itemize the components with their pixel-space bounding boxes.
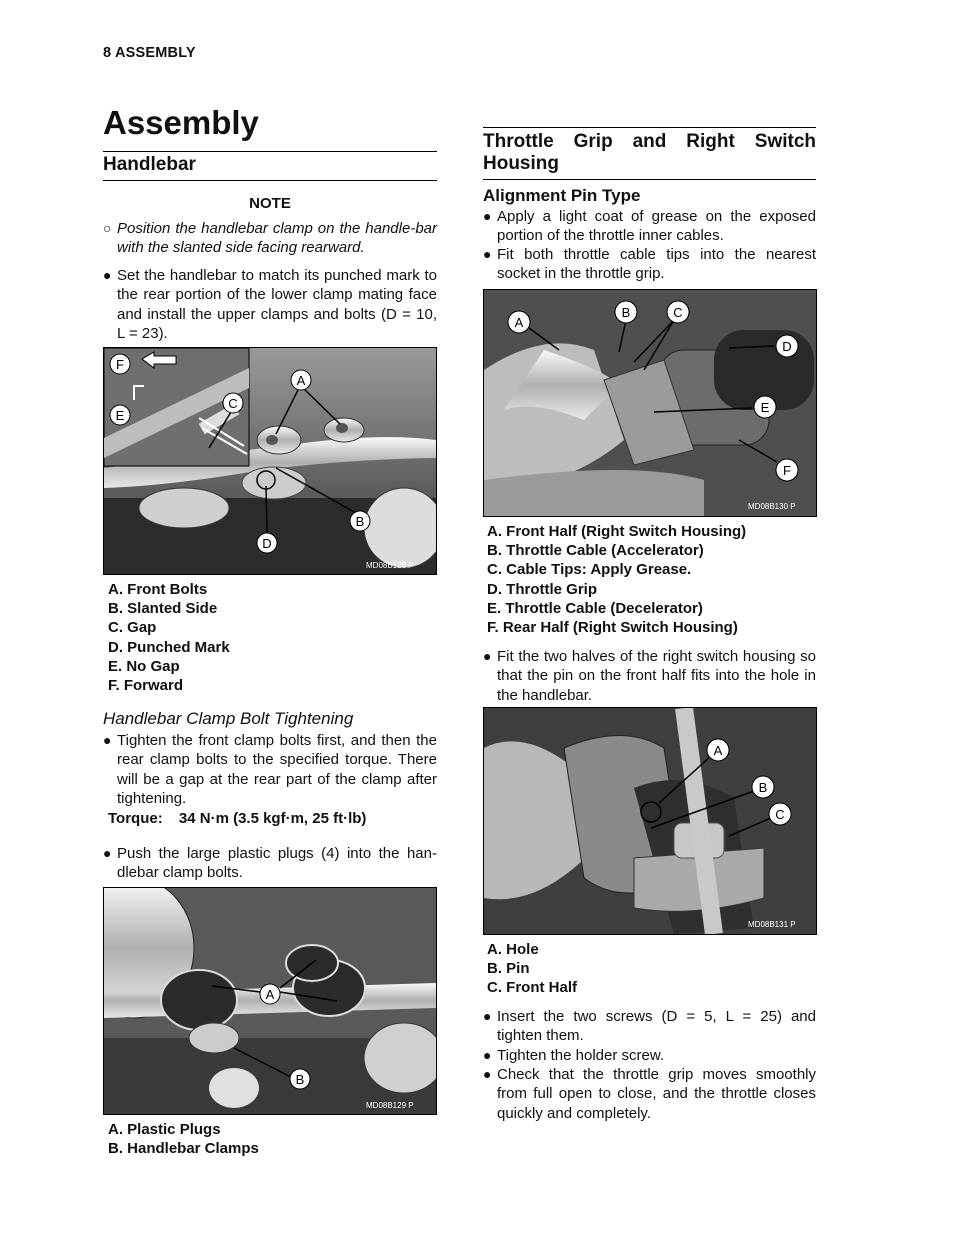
circle-bullet-icon: ○ (103, 220, 112, 236)
fig3-label-f: F (783, 463, 791, 478)
fig3-label-c: C (673, 305, 683, 320)
figure-throttle-grip (483, 289, 817, 517)
fig4-label-a: A (713, 743, 723, 758)
bullet-text: Set the handlebar to match its punched mark to the rear portion of the lower clamp mating face and install the upper clamps and bolts (D = 10, L = 23). (117, 267, 437, 342)
fig2-caption: B. Handlebar Clamps (108, 1140, 259, 1158)
bullet-icon: ● (483, 1047, 492, 1063)
note-text: Position the handlebar clamp on the handle-bar with the slanted side facing rearward. (117, 220, 437, 257)
fig1-label-c: C (228, 396, 238, 411)
torque-label: Torque: (108, 810, 163, 827)
bullet-text: Insert the two screws (D = 5, L = 25) and tighten them. (497, 1008, 816, 1045)
bullet-item (103, 731, 437, 808)
bullet-item (483, 1046, 816, 1065)
page-title: Assembly (103, 104, 259, 141)
fig3-code: MD08B130 P (748, 502, 796, 511)
bullet-text: Tighten the front clamp bolts first, and then the rear clamp bolts to the specified torque. There will be a gap at the rear part of the clamp after tightening. (117, 732, 437, 807)
fig1-caption: A. Front Bolts (108, 581, 208, 598)
fig1-caption: F. Forward (108, 677, 184, 694)
bullet-item (483, 1065, 816, 1123)
bullet-icon: ● (483, 648, 492, 664)
bullet-text: Check that the throttle grip moves smoothly from full open to close, and the throttle closes quickly and completely. (497, 1066, 816, 1122)
fig4-code: MD08B131 P (748, 920, 796, 929)
subheading-alignment-pin: Alignment Pin Type (483, 186, 641, 205)
fig3-caption: E. Throttle Cable (Decelerator) (487, 599, 703, 617)
fig4-caption: C. Front Half (487, 979, 577, 997)
fig1-label-a: A (296, 373, 306, 388)
bullet-icon: ● (103, 845, 112, 861)
subheading-clamp-bolt: Handlebar Clamp Bolt Tightening (103, 709, 354, 728)
bullet-item (483, 207, 816, 246)
torque-value: 34 N·m (3.5 kgf·m, 25 ft·lb) (178, 810, 367, 827)
fig4-caption: A. Hole (487, 941, 539, 958)
fig1-label-b: B (355, 514, 365, 529)
fig3-caption: C. Cable Tips: Apply Grease. (487, 561, 692, 579)
bullet-item (483, 647, 816, 705)
bullet-text: Apply a light coat of grease on the exposed portion of the throttle inner cables. (497, 208, 816, 245)
bullet-item (483, 1007, 816, 1046)
fig1-caption: C. Gap (108, 619, 157, 637)
fig3-label-a: A (514, 315, 524, 330)
fig3-label-d: D (782, 339, 792, 354)
fig2-code: MD08B129 P (366, 1101, 414, 1110)
torque-spec (108, 810, 366, 827)
bullet-item (483, 245, 816, 284)
fig1-caption: B. Slanted Side (108, 600, 218, 618)
bullet-icon: ● (483, 1008, 492, 1024)
section-title-handlebar: Handlebar (103, 151, 437, 181)
bullet-icon: ● (103, 267, 112, 283)
fig1-label-e: E (115, 408, 125, 423)
running-header: 8 ASSEMBLY (103, 45, 196, 61)
fig1-code: MD08B128 P (366, 561, 414, 570)
figure-switch-housing (483, 707, 817, 935)
bullet-icon: ● (483, 1066, 492, 1082)
section-title-throttle: Throttle Grip and Right Switch Housing (483, 127, 816, 180)
fig3-label-e: E (760, 400, 770, 415)
fig3-caption: D. Throttle Grip (487, 580, 597, 598)
fig3-caption: B. Throttle Cable (Accelerator) (487, 542, 704, 560)
fig3-caption: A. Front Half (Right Switch Housing) (487, 523, 747, 540)
fig3-label-b: B (621, 305, 631, 320)
bullet-text: Tighten the holder screw. (497, 1047, 665, 1064)
bullet-text: Fit both throttle cable tips into the nearest socket in the throttle grip. (497, 246, 816, 283)
fig1-caption: D. Punched Mark (108, 638, 230, 656)
figure-handlebar-clamp (103, 347, 437, 575)
bullet-item (103, 266, 437, 343)
fig2-label-a: A (265, 987, 275, 1002)
bullet-icon: ● (483, 246, 492, 262)
fig4-caption: B. Pin (487, 960, 530, 978)
fig1-label-d: D (262, 536, 272, 551)
bullet-icon: ● (103, 732, 112, 748)
note-item (103, 219, 437, 258)
note-heading: NOTE (249, 195, 291, 212)
fig1-label-f: F (116, 357, 124, 372)
bullet-icon: ● (483, 208, 492, 224)
bullet-item (103, 844, 437, 883)
fig2-label-b: B (295, 1072, 305, 1087)
fig4-label-b: B (758, 780, 768, 795)
fig2-caption: A. Plastic Plugs (108, 1121, 221, 1138)
bullet-text: Fit the two halves of the right switch housing so that the pin on the front half fits into the hole in the handlebar. (497, 648, 816, 704)
bullet-text: Push the large plastic plugs (4) into the han-dlebar clamp bolts. (117, 845, 437, 882)
fig1-caption: E. No Gap (108, 657, 180, 675)
fig3-caption: F. Rear Half (Right Switch Housing) (487, 619, 738, 636)
figure-plastic-plugs (103, 887, 437, 1115)
fig4-label-c: C (775, 807, 785, 822)
